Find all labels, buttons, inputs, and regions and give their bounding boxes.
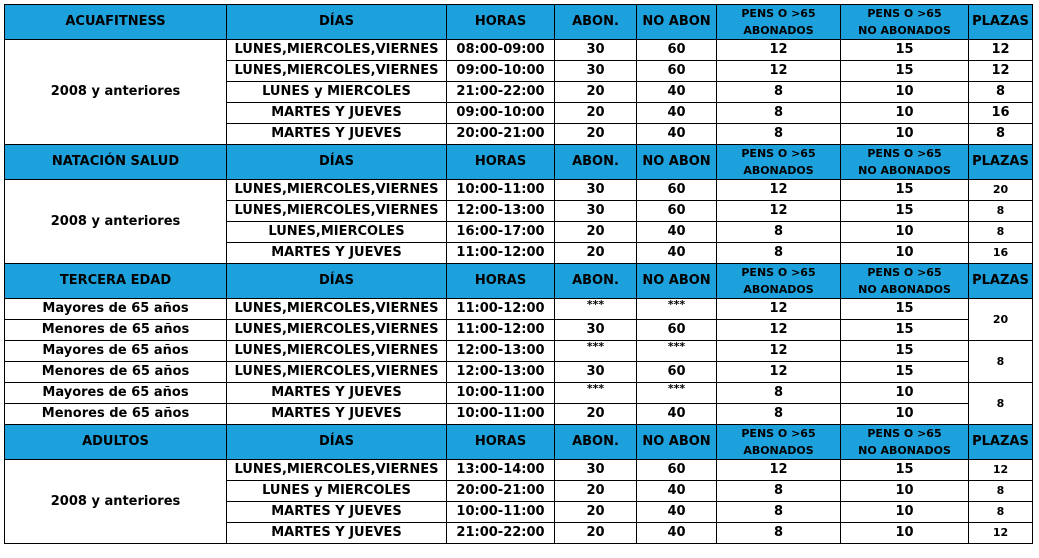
dias-cell: MARTES Y JUEVES [227,383,447,404]
horas-cell: 11:00-12:00 [447,243,555,264]
pens-no-abon-cell: 15 [841,299,969,320]
dias-cell: MARTES Y JUEVES [227,404,447,425]
horas-cell: 13:00-14:00 [447,460,555,481]
pens-abon-cell: 8 [717,502,841,523]
plazas-cell: 8 [969,222,1033,243]
section-title: ACUAFITNESS [5,5,227,40]
plazas-cell: 16 [969,243,1033,264]
pens-no-abon-cell: 10 [841,383,969,404]
plazas-cell: 12 [969,61,1033,82]
abon-cell: 20 [555,243,637,264]
col-plazas: PLAZAS [969,264,1033,299]
col-pens-abonados-line2: ABONADOS [743,164,814,177]
abon-cell: *** [555,299,637,320]
abon-cell: 20 [555,103,637,124]
pens-abon-cell: 8 [717,404,841,425]
abon-cell: 20 [555,124,637,145]
plazas-cell: 8 [969,341,1033,383]
plazas-cell: 12 [969,40,1033,61]
col-dias: DÍAS [227,145,447,180]
abon-cell: 20 [555,481,637,502]
plazas-cell: 8 [969,82,1033,103]
col-horas: HORAS [447,145,555,180]
no-abon-cell: 40 [637,502,717,523]
dias-cell: LUNES,MIERCOLES,VIERNES [227,180,447,201]
col-pens-abonados [717,425,841,460]
group-cell: Mayores de 65 años [5,383,227,404]
no-abon-cell: 40 [637,243,717,264]
table-row [5,180,1033,201]
pens-abon-cell: 12 [717,61,841,82]
group-cell: 2008 y anteriores [5,180,227,264]
dias-cell: LUNES,MIERCOLES,VIERNES [227,320,447,341]
pens-abon-cell: 8 [717,222,841,243]
horas-cell: 10:00-11:00 [447,180,555,201]
col-pens-abonados-line1: PENS O >65 [741,427,816,440]
col-pens-no-abonados [841,264,969,299]
dias-cell: LUNES,MIERCOLES,VIERNES [227,460,447,481]
group-cell: 2008 y anteriores [5,460,227,544]
pens-no-abon-cell: 10 [841,481,969,502]
abon-cell: 20 [555,82,637,103]
no-abon-cell: 40 [637,404,717,425]
no-abon-cell: 60 [637,61,717,82]
col-pens-abonados-line1: PENS O >65 [741,147,816,160]
pens-abon-cell: 8 [717,103,841,124]
col-no-abon: NO ABON [637,264,717,299]
pens-no-abon-cell: 15 [841,362,969,383]
col-no-abon: NO ABON [637,425,717,460]
pens-no-abon-cell: 10 [841,523,969,544]
section-title: TERCERA EDAD [5,264,227,299]
abon-cell: 30 [555,201,637,222]
table-row [5,299,1033,320]
horas-cell: 09:00-10:00 [447,61,555,82]
col-pens-abonados [717,5,841,40]
col-pens-abonados [717,264,841,299]
col-pens-no-abonados [841,425,969,460]
pens-no-abon-cell: 15 [841,341,969,362]
col-horas: HORAS [447,264,555,299]
col-pens-no-abonados [841,5,969,40]
col-pens-no-abonados-line1: PENS O >65 [867,147,942,160]
dias-cell: LUNES y MIERCOLES [227,82,447,103]
section-header-natacion-salud [5,145,1033,180]
section-title: NATACIÓN SALUD [5,145,227,180]
col-pens-no-abonados [841,145,969,180]
group-cell: Mayores de 65 años [5,299,227,320]
abon-cell: 30 [555,460,637,481]
col-pens-no-abonados-line2: NO ABONADOS [858,164,951,177]
pens-no-abon-cell: 10 [841,82,969,103]
group-cell: Menores de 65 años [5,362,227,383]
pens-abon-cell: 8 [717,383,841,404]
dias-cell: LUNES y MIERCOLES [227,481,447,502]
plazas-cell: 8 [969,481,1033,502]
table-row [5,383,1033,404]
pens-abon-cell: 8 [717,523,841,544]
dias-cell: LUNES,MIERCOLES [227,222,447,243]
table-row [5,460,1033,481]
horas-cell: 10:00-11:00 [447,404,555,425]
pens-abon-cell: 8 [717,82,841,103]
abon-cell: *** [555,341,637,362]
no-abon-cell: 40 [637,222,717,243]
pens-abon-cell: 12 [717,299,841,320]
pens-no-abon-cell: 15 [841,61,969,82]
section-header-tercera-edad [5,264,1033,299]
group-cell: 2008 y anteriores [5,40,227,145]
col-abon: ABON. [555,145,637,180]
table-row [5,341,1033,362]
pens-abon-cell: 8 [717,124,841,145]
col-pens-abonados-line1: PENS O >65 [741,266,816,279]
dias-cell: MARTES Y JUEVES [227,124,447,145]
table-row [5,40,1033,61]
abon-cell: 20 [555,404,637,425]
horas-cell: 20:00-21:00 [447,481,555,502]
no-abon-cell: 40 [637,523,717,544]
pens-no-abon-cell: 10 [841,124,969,145]
pens-abon-cell: 12 [717,320,841,341]
col-abon: ABON. [555,425,637,460]
table-row [5,320,1033,341]
dias-cell: LUNES,MIERCOLES,VIERNES [227,362,447,383]
group-cell: Mayores de 65 años [5,341,227,362]
dias-cell: MARTES Y JUEVES [227,243,447,264]
col-horas: HORAS [447,5,555,40]
col-pens-no-abonados-line2: NO ABONADOS [858,444,951,457]
col-dias: DÍAS [227,5,447,40]
group-cell: Menores de 65 años [5,404,227,425]
plazas-cell: 8 [969,502,1033,523]
pens-no-abon-cell: 15 [841,180,969,201]
abon-cell: 20 [555,523,637,544]
no-abon-cell: 40 [637,82,717,103]
table-row [5,362,1033,383]
dias-cell: LUNES,MIERCOLES,VIERNES [227,40,447,61]
col-pens-no-abonados-line1: PENS O >65 [867,427,942,440]
horas-cell: 12:00-13:00 [447,201,555,222]
col-pens-no-abonados-line1: PENS O >65 [867,7,942,20]
pens-no-abon-cell: 10 [841,404,969,425]
abon-cell: 30 [555,320,637,341]
col-plazas: PLAZAS [969,5,1033,40]
section-header-adultos [5,425,1033,460]
horas-cell: 21:00-22:00 [447,82,555,103]
horas-cell: 10:00-11:00 [447,502,555,523]
no-abon-cell: 60 [637,201,717,222]
no-abon-cell: 40 [637,124,717,145]
col-pens-no-abonados-line2: NO ABONADOS [858,283,951,296]
plazas-cell: 8 [969,201,1033,222]
horas-cell: 09:00-10:00 [447,103,555,124]
no-abon-cell: 60 [637,180,717,201]
abon-cell: 30 [555,362,637,383]
section-title: ADULTOS [5,425,227,460]
plazas-cell: 12 [969,460,1033,481]
dias-cell: LUNES,MIERCOLES,VIERNES [227,201,447,222]
dias-cell: LUNES,MIERCOLES,VIERNES [227,61,447,82]
col-dias: DÍAS [227,264,447,299]
no-abon-cell: *** [637,299,717,320]
plazas-cell: 20 [969,180,1033,201]
abon-cell: 30 [555,180,637,201]
pens-abon-cell: 12 [717,362,841,383]
pens-no-abon-cell: 10 [841,502,969,523]
abon-cell: 20 [555,502,637,523]
abon-cell: *** [555,383,637,404]
horas-cell: 10:00-11:00 [447,383,555,404]
pens-no-abon-cell: 15 [841,201,969,222]
pens-no-abon-cell: 10 [841,243,969,264]
pens-abon-cell: 12 [717,180,841,201]
col-abon: ABON. [555,264,637,299]
dias-cell: MARTES Y JUEVES [227,523,447,544]
dias-cell: LUNES,MIERCOLES,VIERNES [227,299,447,320]
col-plazas: PLAZAS [969,425,1033,460]
col-pens-abonados-line2: ABONADOS [743,444,814,457]
col-pens-abonados-line2: ABONADOS [743,283,814,296]
pens-abon-cell: 8 [717,481,841,502]
col-pens-abonados [717,145,841,180]
abon-cell: 30 [555,40,637,61]
no-abon-cell: *** [637,341,717,362]
pens-abon-cell: 8 [717,243,841,264]
no-abon-cell: 40 [637,481,717,502]
horas-cell: 11:00-12:00 [447,299,555,320]
col-horas: HORAS [447,425,555,460]
pens-no-abon-cell: 15 [841,320,969,341]
no-abon-cell: 60 [637,40,717,61]
horas-cell: 11:00-12:00 [447,320,555,341]
pens-abon-cell: 12 [717,40,841,61]
plazas-cell: 20 [969,299,1033,341]
col-dias: DÍAS [227,425,447,460]
col-abon: ABON. [555,5,637,40]
pens-abon-cell: 12 [717,460,841,481]
col-pens-no-abonados-line1: PENS O >65 [867,266,942,279]
no-abon-cell: 60 [637,362,717,383]
col-no-abon: NO ABON [637,5,717,40]
section-header-acuafitness [5,5,1033,40]
col-pens-abonados-line2: ABONADOS [743,24,814,37]
no-abon-cell: *** [637,383,717,404]
horas-cell: 21:00-22:00 [447,523,555,544]
horas-cell: 08:00-09:00 [447,40,555,61]
dias-cell: MARTES Y JUEVES [227,103,447,124]
plazas-cell: 12 [969,523,1033,544]
col-pens-abonados-line1: PENS O >65 [741,7,816,20]
table-row [5,404,1033,425]
horas-cell: 16:00-17:00 [447,222,555,243]
abon-cell: 30 [555,61,637,82]
no-abon-cell: 40 [637,103,717,124]
dias-cell: LUNES,MIERCOLES,VIERNES [227,341,447,362]
horas-cell: 12:00-13:00 [447,362,555,383]
dias-cell: MARTES Y JUEVES [227,502,447,523]
pens-no-abon-cell: 10 [841,222,969,243]
horas-cell: 20:00-21:00 [447,124,555,145]
plazas-cell: 16 [969,103,1033,124]
col-no-abon: NO ABON [637,145,717,180]
pens-abon-cell: 12 [717,201,841,222]
no-abon-cell: 60 [637,320,717,341]
col-plazas: PLAZAS [969,145,1033,180]
col-pens-no-abonados-line2: NO ABONADOS [858,24,951,37]
pens-no-abon-cell: 10 [841,103,969,124]
plazas-cell: 8 [969,383,1033,425]
group-cell: Menores de 65 años [5,320,227,341]
schedule-table [4,4,1033,544]
horas-cell: 12:00-13:00 [447,341,555,362]
pens-no-abon-cell: 15 [841,460,969,481]
plazas-cell: 8 [969,124,1033,145]
pens-abon-cell: 12 [717,341,841,362]
no-abon-cell: 60 [637,460,717,481]
pens-no-abon-cell: 15 [841,40,969,61]
abon-cell: 20 [555,222,637,243]
